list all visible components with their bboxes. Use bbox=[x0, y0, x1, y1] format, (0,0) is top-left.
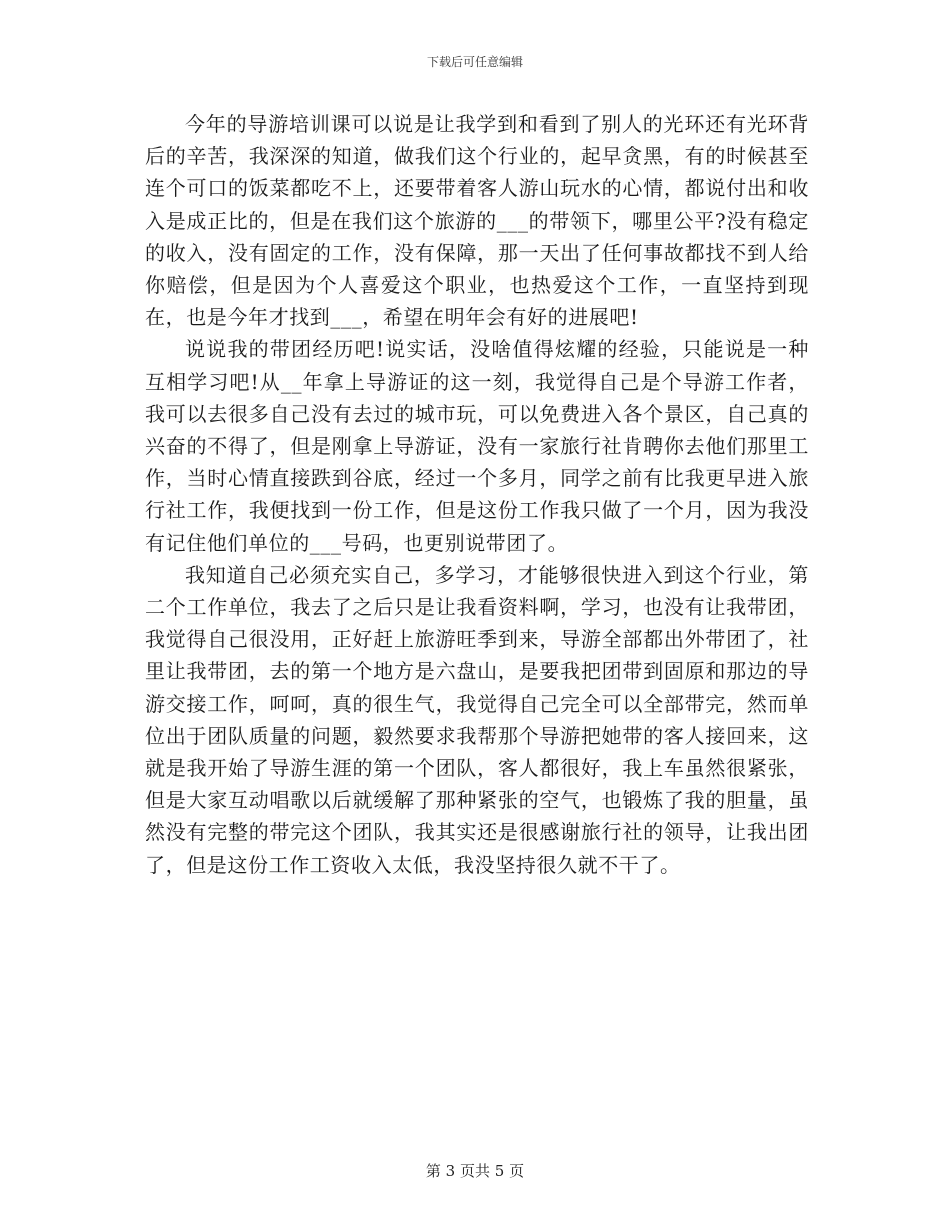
paragraph-2: 说说我的带团经历吧!说实话，没啥值得炫耀的经验，只能说是一种互相学习吧!从__年拿上导游证的这一刻，我觉得自己是个导游工作者，我可以去很多自己没有去过的城市玩，可以免费进入各个景区，自己真的兴奋的不得了，但是刚拿上导游证，没有一家旅行社肯聘你去他们那里工作，当时心情直接跌到谷底，经过一个多月，同学之前有比我更早进入旅行社工作，我便找到一份工作，但是这份工作我只做了一个月，因为我没有记住他们单位的___号码，也更别说带团了。 bbox=[145, 337, 809, 555]
paragraph-3: 我知道自己必须充实自己，多学习，才能够很快进入到这个行业，第二个工作单位，我去了之后只是让我看资料啊，学习，也没有让我带团，我觉得自己很没用，正好赶上旅游旺季到来，导游全部都出外带团了，社里让我带团，去的第一个地方是六盘山，是要我把团带到固原和那边的导游交接工作，呵呵，真的很生气，我觉得自己完全可以全部带完，然而单位出于团队质量的问题，毅然要求我帮那个导游把她带的客人接回来，这就是我开始了导游生涯的第一个团队，客人都很好，我上车虽然很紧张，但是大家互动唱歌以后就缓解了那种紧张的空气，也锻炼了我的胆量，虽然没有完整的带完这个团队，我其实还是很感谢旅行社的领导，让我出团了，但是这份工作工资收入太低，我没坚持很久就不干了。 bbox=[145, 562, 809, 877]
page-number-footer: 第 3 页共 5 页 bbox=[425, 1162, 525, 1180]
document-body bbox=[145, 108, 809, 881]
paragraph-1: 今年的导游培训课可以说是让我学到和看到了别人的光环还有光环背后的辛苦，我深深的知道，做我们这个行业的，起早贪黑，有的时候甚至连个可口的饭菜都吃不上，还要带着客人游山玩水的心情，都说付出和收入是成正比的，但是在我们这个旅游的___的带领下，哪里公平?没有稳定的收入，没有固定的工作，没有保障，那一天出了任何事故都找不到人给你赔偿，但是因为个人喜爱这个职业，也热爱这个工作，一直坚持到现在，也是今年才找到___，希望在明年会有好的进展吧! bbox=[145, 112, 809, 330]
page-header: 下载后可任意编辑 bbox=[426, 55, 523, 69]
